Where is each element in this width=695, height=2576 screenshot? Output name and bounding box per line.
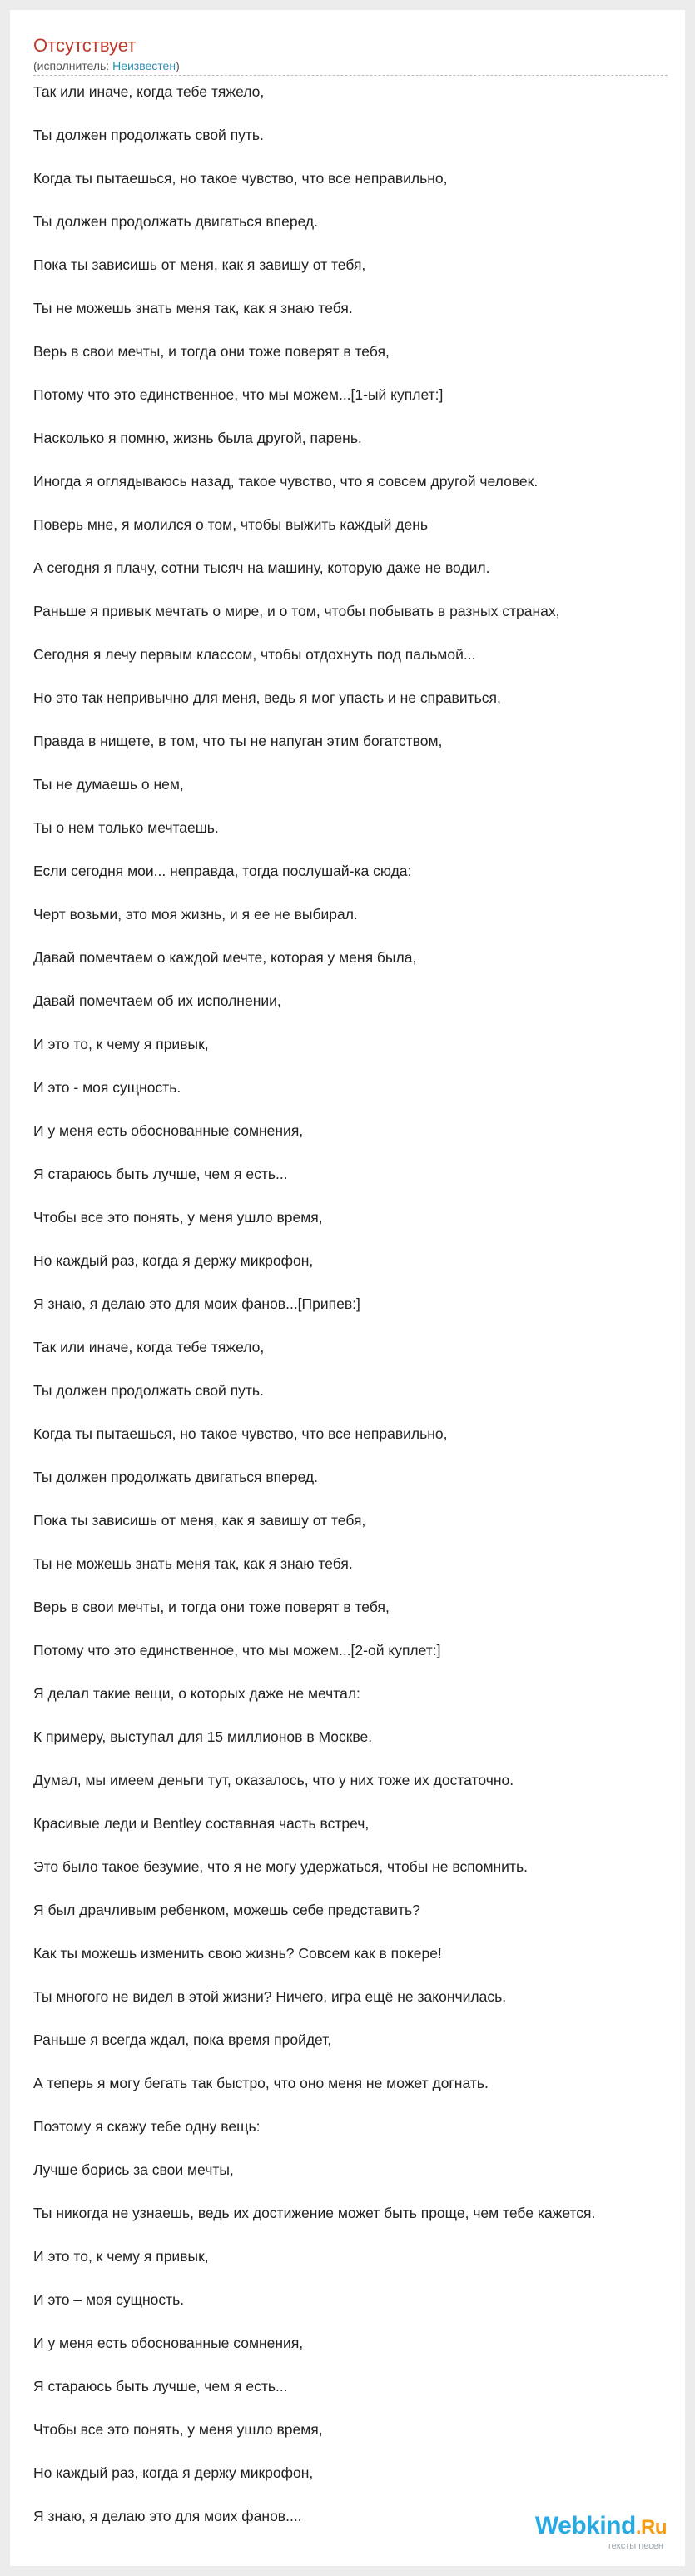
lyric-line: И у меня есть обоснованные сомнения, (33, 2335, 304, 2351)
lyric-line: Ты не думаешь о нем, (33, 776, 184, 793)
lyric-line: Ты не можешь знать меня так, как я знаю тебя. (33, 1555, 353, 1572)
lyric-line: Ты многого не видел в этой жизни? Ничего, игра ещё не закончилась. (33, 1988, 507, 2005)
lyric-line: Если сегодня мои... неправда, тогда послушай-ка сюда: (33, 863, 412, 879)
lyric-line: Поэтому я скажу тебе одну вещь: (33, 2118, 261, 2135)
artist-prefix: (исполнитель: (33, 59, 113, 72)
song-title: Отсутствует (33, 35, 137, 56)
logo-main-text: Webkind (534, 2512, 636, 2539)
logo-subtitle: тексты песен (607, 2541, 663, 2551)
lyric-line: Иногда я оглядываюсь назад, такое чувство, что я совсем другой человек. (33, 473, 539, 490)
lyric-line: Верь в свои мечты, и тогда они тоже поверят в тебя, (33, 1599, 390, 1615)
lyric-line: Раньше я привык мечтать о мире, и о том, чтобы побывать в разных странах, (33, 603, 560, 619)
lyric-line: Пока ты зависишь от меня, как я завишу от тебя, (33, 1512, 366, 1529)
lyric-line: Давай помечтаем о каждой мечте, которая у меня была, (33, 949, 417, 966)
lyric-line: Ты никогда не узнаешь, ведь их достижение может быть проще, чем тебе кажется. (33, 2205, 596, 2221)
lyric-line: Ты должен продолжать свой путь. (33, 1382, 264, 1399)
lyric-line: Когда ты пытаешься, но такое чувство, что все неправильно, (33, 1425, 448, 1442)
lyric-line: Я стараюсь быть лучше, чем я есть... (33, 1166, 288, 1182)
lyrics-body (33, 81, 685, 2527)
lyric-line: Ты о нем только мечтаешь. (33, 819, 219, 836)
lyric-line: И это - моя сущность. (33, 1079, 181, 1096)
artist-suffix: ) (176, 59, 180, 72)
lyric-line: И это то, к чему я привык, (33, 2248, 209, 2265)
lyric-line: Я знаю, я делаю это для моих фанов...[Припев:] (33, 1295, 360, 1312)
lyric-line: Когда ты пытаешься, но такое чувство, что все неправильно, (33, 170, 448, 186)
lyric-line: Я делал такие вещи, о которых даже не мечтал: (33, 1685, 360, 1702)
lyric-line: Но каждый раз, когда я держу микрофон, (33, 2464, 314, 2481)
lyric-line: Правда в нищете, в том, что ты не напуган этим богатством, (33, 733, 443, 749)
lyric-line: Сегодня я лечу первым классом, чтобы отдохнуть под пальмой... (33, 646, 476, 663)
site-logo[interactable] (535, 2513, 667, 2551)
lyric-line: Давай помечтаем об их исполнении, (33, 992, 281, 1009)
lyric-line: Как ты можешь изменить свою жизнь? Совсем как в покере! (33, 1945, 442, 1962)
lyric-line: А сегодня я плачу, сотни тысяч на машину, которую даже не водил. (33, 559, 490, 576)
lyrics-page (10, 10, 685, 2566)
artist-line (33, 58, 685, 73)
lyric-line: Я был драчливым ребенком, можешь себе представить? (33, 1902, 420, 1918)
lyric-line: А теперь я могу бегать так быстро, что оно меня не может догнать. (33, 2075, 489, 2091)
lyric-line: Так или иначе, когда тебе тяжело, (33, 83, 265, 100)
lyric-line: И это – моя сущность. (33, 2291, 185, 2308)
logo-tld-text: .Ru (635, 2516, 667, 2539)
header-divider (33, 75, 668, 76)
lyric-line: Красивые леди и Bentley составная часть встреч, (33, 1815, 370, 1832)
lyric-line: Ты не можешь знать меня так, как я знаю тебя. (33, 300, 353, 316)
lyric-line: Чтобы все это понять, у меня ушло время, (33, 2421, 323, 2438)
lyric-line: Я стараюсь быть лучше, чем я есть... (33, 2378, 288, 2394)
lyric-line: Ты должен продолжать двигаться вперед. (33, 1469, 318, 1485)
lyric-line: Черт возьми, это моя жизнь, и я ее не выбирал. (33, 906, 358, 922)
lyric-line: Потому что это единственное, что мы можем...[1-ый куплет:] (33, 386, 444, 403)
lyric-line: Ты должен продолжать свой путь. (33, 127, 264, 143)
lyric-line: Но каждый раз, когда я держу микрофон, (33, 1252, 314, 1269)
lyric-line: И у меня есть обоснованные сомнения, (33, 1122, 304, 1139)
lyric-line: Ты должен продолжать двигаться вперед. (33, 213, 318, 230)
lyric-line: Но это так непривычно для меня, ведь я мог упасть и не справиться, (33, 689, 501, 706)
lyric-line: Насколько я помню, жизнь была другой, парень. (33, 430, 362, 446)
artist-link[interactable]: Неизвестен (112, 59, 176, 72)
lyric-line: Лучше борись за свои мечты, (33, 2161, 234, 2178)
lyric-line: Верь в свои мечты, и тогда они тоже поверят в тебя, (33, 343, 390, 360)
lyric-line: Пока ты зависишь от меня, как я завишу от тебя, (33, 256, 366, 273)
lyric-line: Так или иначе, когда тебе тяжело, (33, 1339, 265, 1355)
lyric-line: Чтобы все это понять, у меня ушло время, (33, 1209, 323, 1226)
lyric-line: Я знаю, я делаю это для моих фанов.... (33, 2508, 302, 2524)
lyric-line: Думал, мы имеем деньги тут, оказалось, что у них тоже их достаточно. (33, 1772, 514, 1788)
lyric-line: Поверь мне, я молился о том, чтобы выжить каждый день (33, 516, 429, 533)
lyric-line: К примеру, выступал для 15 миллионов в Москве. (33, 1728, 373, 1745)
lyric-line: Раньше я всегда ждал, пока время пройдет, (33, 2031, 332, 2048)
lyric-line: Потому что это единственное, что мы можем...[2-ой куплет:] (33, 1642, 441, 1658)
lyric-line: И это то, к чему я привык, (33, 1036, 209, 1052)
lyric-line: Это было такое безумие, что я не могу удержаться, чтобы не вспомнить. (33, 1858, 528, 1875)
